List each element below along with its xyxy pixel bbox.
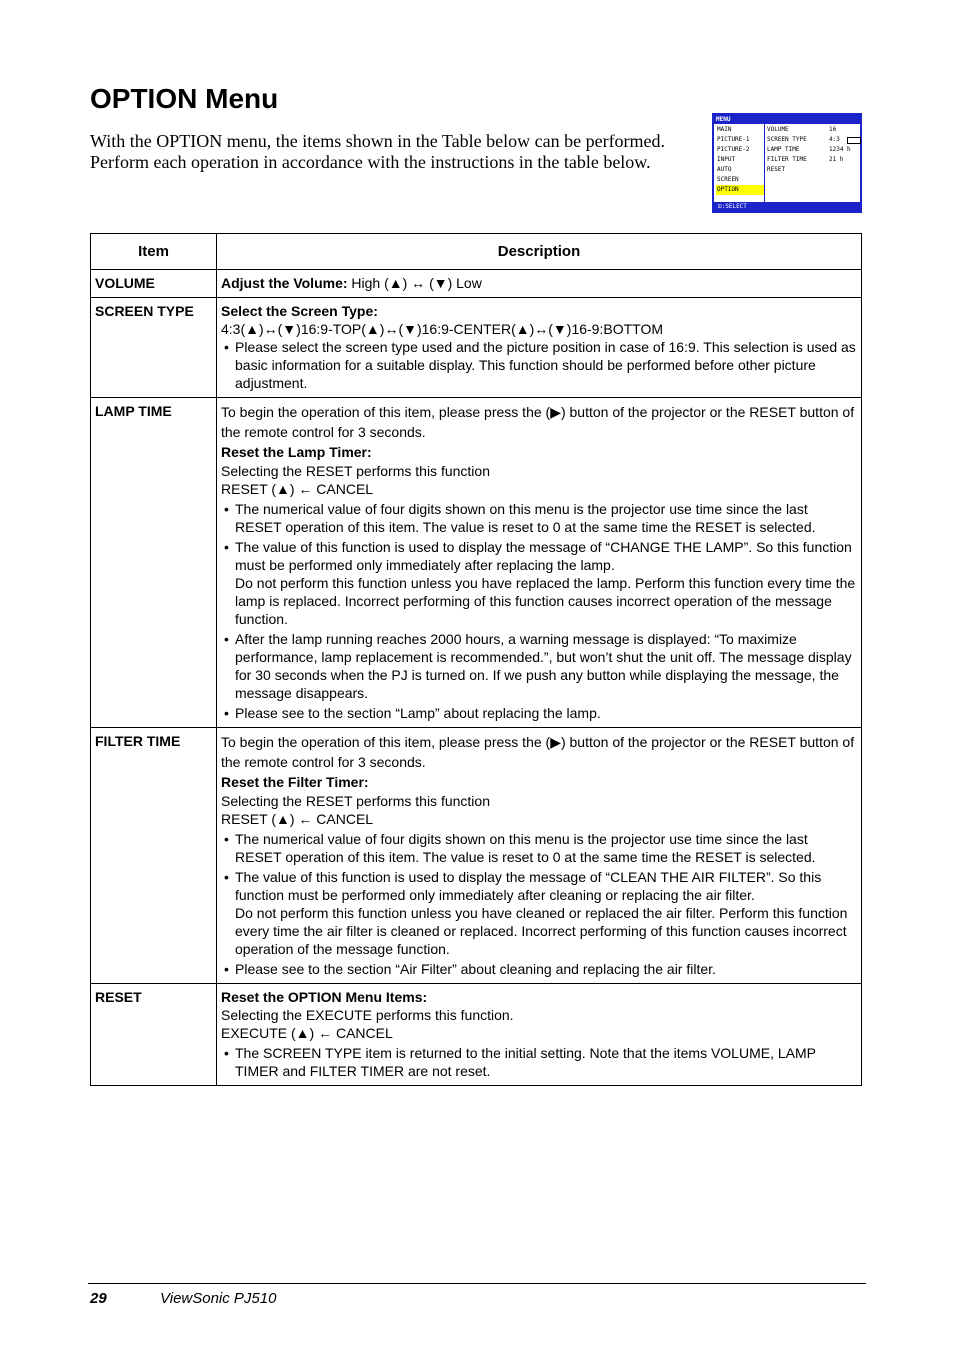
item-lamp-time: LAMP TIME — [91, 398, 217, 728]
osd-footer — [714, 202, 860, 211]
osd-header: MENU — [714, 115, 860, 124]
item-screen-type: SCREEN TYPE — [91, 298, 217, 398]
osd-right-label: VOLUME — [767, 126, 789, 133]
screen-type-heading: Select the Screen Type: — [221, 303, 378, 319]
osd-left-item: INPUT — [717, 156, 736, 163]
lamp-bullet-4: • Please see to the section “Lamp” about replacing the lamp. — [221, 704, 857, 722]
desc-volume — [217, 270, 862, 298]
osd-footer-label: :SELECT — [721, 203, 747, 210]
lamp-bullet-1: • The numerical value of four digits shown on this menu is the projector use time since the last RESET operation of this item. The value is reset to 0 at the same time the RESET is selected. — [221, 500, 857, 536]
filter-intro: To begin the operation of this item, please press the (▶) button of the projector or the RESET button of the remote control for 3 seconds. — [221, 734, 855, 770]
desc-filter-time — [217, 728, 862, 984]
reset-bullet-1: • The SCREEN TYPE item is returned to the initial setting. Note that the items VOLUME, LAMP TIMER and FILTER TIMER are not reset. — [221, 1044, 857, 1080]
lamp-bullet-2-text: The value of this function is used to display the message of “CHANGE THE LAMP”. So this function must be performed only immediately after replacing the lamp. — [235, 539, 852, 573]
table-row-lamp-time — [91, 398, 862, 728]
volume-heading: Adjust the Volume: — [221, 275, 348, 291]
lamp-bullet-3: • After the lamp running reaches 2000 hours, a warning message is displayed: “To maximize performance, lamp replacement is recommended.”, but won’t shut the unit off. The message display for 30 seconds when the PJ is turned on. If we push any button while displaying the message, the message disappears. — [221, 630, 857, 702]
osd-right-value: 4:3 — [829, 136, 840, 143]
desc-lamp-time — [217, 398, 862, 728]
osd-left-item: AUTO — [717, 166, 732, 173]
osd-right-value: 1234 h — [829, 146, 851, 153]
osd-left-list — [716, 125, 764, 195]
lamp-bullet-2-note: Do not perform this function unless you have replaced the lamp. Perform this function every time the lamp is replaced. Incorrect performing of this function causes incorrect operation of the message function. — [235, 575, 856, 627]
osd-left-item-selected: OPTION — [716, 185, 764, 195]
intro-paragraph — [90, 131, 710, 173]
filter-line1: Selecting the RESET performs this function — [221, 793, 490, 809]
item-volume: VOLUME — [91, 270, 217, 298]
osd-right-value: 16 — [829, 126, 837, 133]
osd-left-item: MAIN — [717, 126, 732, 133]
lamp-bullet-2 — [221, 538, 857, 628]
osd-right-list — [764, 124, 860, 204]
filter-bullet-2-text: The value of this function is used to display the message of “CLEAN THE AIR FILTER”. So this function must be performed only immediately after cleaning or replacing the air filter. — [235, 869, 822, 903]
header-item: Item — [91, 234, 217, 270]
screen-type-options: 4:3(▲)↔(▼)16:9-TOP(▲)↔(▼)16:9-CENTER(▲)↔(▼)16-9:BOTTOM — [221, 321, 663, 337]
filter-bullet-3: • Please see to the section “Air Filter” about cleaning and replacing the air filter. — [221, 960, 857, 978]
filter-line2: RESET (▲) ← CANCEL — [221, 811, 374, 827]
lamp-line1: Selecting the RESET performs this function — [221, 463, 490, 479]
osd-left-item: PICTURE-2 — [717, 146, 750, 153]
desc-reset — [217, 984, 862, 1086]
table-row-reset — [91, 984, 862, 1086]
intro-line-2: Perform each operation in accordance with the instructions in the table below. — [90, 152, 651, 172]
osd-right-label: LAMP TIME — [767, 146, 800, 153]
osd-left-item: SCREEN — [717, 176, 739, 183]
desc-screen-type — [217, 298, 862, 398]
lamp-intro: To begin the operation of this item, please press the (▶) button of the projector or the RESET button of the remote control for 3 seconds. — [221, 404, 855, 440]
osd-right-label: RESET — [767, 166, 786, 173]
filter-bullet-2-note: Do not perform this function unless you have cleaned or replaced the air filter. Perform this function every time the air filter is cleaned or replaced. Incorrect performing of this function causes incorrect operation of the message function. — [235, 905, 848, 957]
footer-brand: ViewSonic PJ510 — [160, 1290, 277, 1307]
lamp-line2: RESET (▲) ← CANCEL — [221, 481, 374, 497]
page-number: 29 — [90, 1290, 107, 1307]
table-row-screen-type — [91, 298, 862, 398]
osd-right-row — [767, 165, 860, 175]
header-description: Description — [217, 234, 862, 270]
filter-bullet-1: • The numerical value of four digits shown on this menu is the projector use time since the last RESET operation of this item. The value is reset to 0 at the same time the RESET is selected. — [221, 830, 857, 866]
osd-right-label: FILTER TIME — [767, 156, 807, 163]
item-reset: RESET — [91, 984, 217, 1086]
reset-line2: EXECUTE (▲) ← CANCEL — [221, 1025, 393, 1041]
osd-right-label: SCREEN TYPE — [767, 136, 807, 143]
reset-line1: Selecting the EXECUTE performs this function. — [221, 1007, 514, 1023]
table-header-row — [91, 234, 862, 270]
lamp-heading: Reset the Lamp Timer: — [221, 444, 372, 460]
table-row-filter-time — [91, 728, 862, 984]
table-row-volume — [91, 270, 862, 298]
volume-text: High (▲) ↔ (▼) Low — [347, 275, 482, 291]
osd-right-row — [767, 155, 860, 165]
screen-type-bullet: • Please select the screen type used and the picture position in case of 16:9. This selection is used as basic information for a suitable display. This function should be performed before other picture adjustment. — [221, 338, 857, 392]
item-filter-time: FILTER TIME — [91, 728, 217, 984]
osd-right-row — [767, 135, 860, 145]
footer-rule — [88, 1283, 866, 1284]
osd-menu-thumbnail — [712, 113, 862, 213]
filter-heading: Reset the Filter Timer: — [221, 774, 369, 790]
osd-right-value: 21 h — [829, 156, 844, 163]
filter-bullet-2 — [221, 868, 857, 958]
select-key-icon: ⊡ — [718, 203, 722, 210]
screen-ratio-icon — [847, 137, 861, 144]
osd-right-row — [767, 145, 860, 155]
reset-heading: Reset the OPTION Menu Items: — [221, 989, 428, 1005]
option-table — [90, 233, 862, 1086]
osd-right-row — [767, 125, 860, 135]
page-title: OPTION Menu — [90, 83, 279, 114]
intro-line-1: With the OPTION menu, the items shown in the Table below can be performed. — [90, 131, 666, 151]
osd-left-item: PICTURE-1 — [717, 136, 750, 143]
